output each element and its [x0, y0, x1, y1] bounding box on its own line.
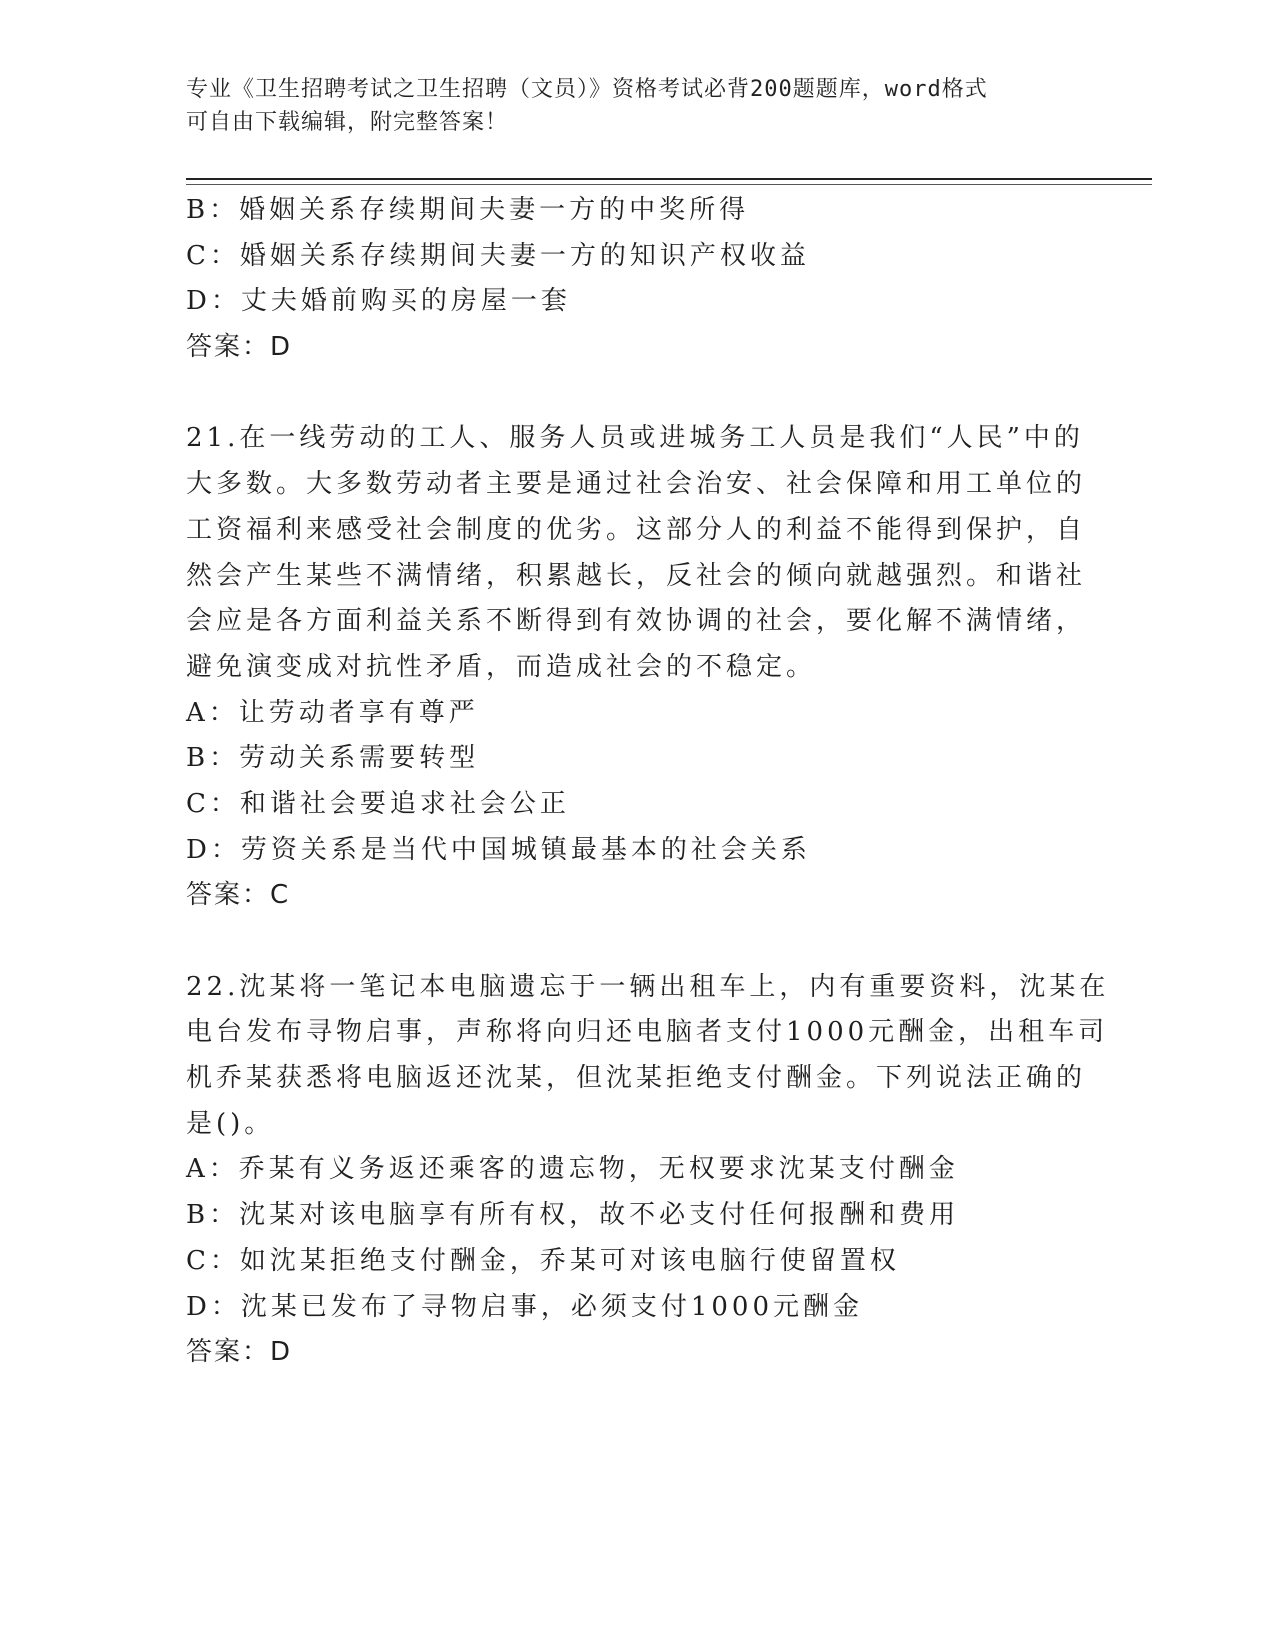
q21-option-a: A：让劳动者享有尊严 — [186, 697, 479, 728]
q22-option-d: D：沈某已发布了寻物启事，必须支付1000元酬金 — [186, 1291, 864, 1322]
question-21-block — [186, 416, 1087, 919]
q21-option-c: C：和谐社会要追求社会公正 — [186, 788, 570, 819]
q21-option-b: B：劳动关系需要转型 — [186, 743, 480, 774]
q20-option-b: B：婚姻关系存续期间夫妻一方的中奖所得 — [186, 195, 750, 225]
q22-stem-line: 22.沈某将一笔记本电脑遗忘于一辆出租车上，内有重要资料，沈某在 — [186, 971, 1110, 1002]
q20-option-c: C：婚姻关系存续期间夫妻一方的知识产权收益 — [186, 240, 810, 271]
document-header — [186, 73, 1086, 139]
q21-stem-line: 避免演变成对抗性矛盾，而造成社会的不稳定。 — [186, 651, 817, 682]
q21-answer: 答案：C — [186, 880, 291, 911]
q21-stem-line: 大多数。大多数劳动者主要是通过社会治安、社会保障和用工单位的 — [186, 469, 1087, 500]
q21-stem-line: 工资福利来感受社会制度的优劣。这部分人的利益不能得到保护，自 — [186, 514, 1087, 545]
q22-answer: 答案：D — [186, 1337, 293, 1368]
q21-stem-line: 然会产生某些不满情绪，积累越长，反社会的倾向就越强烈。和谐社 — [186, 560, 1087, 591]
header-divider-thick — [186, 178, 1152, 180]
header-divider-thin — [186, 184, 1152, 185]
q20-answer: 答案：D — [186, 332, 293, 363]
spacer — [186, 919, 1076, 965]
q22-stem-line: 电台发布寻物启事，声称将向归还电脑者支付1000元酬金，出租车司 — [186, 1017, 1109, 1048]
q21-stem-line: 会应是各方面利益关系不断得到有效协调的社会，要化解不满情绪， — [186, 606, 1087, 637]
q22-option-b: B：沈某对该电脑享有所有权，故不必支付任何报酬和费用 — [186, 1200, 960, 1231]
question-20-block — [186, 188, 1076, 371]
q20-option-d: D：丈夫婚前购买的房屋一套 — [186, 286, 571, 317]
q22-stem-line: 是()。 — [186, 1108, 275, 1139]
q22-stem-line: 机乔某获悉将电脑返还沈某，但沈某拒绝支付酬金。下列说法正确的 — [186, 1063, 1087, 1094]
document-body — [186, 188, 1110, 1376]
q21-stem-line: 21.在一线劳动的工人、服务人员或进城务工人员是我们“人民”中的 — [186, 423, 1084, 454]
question-22-block — [186, 965, 1110, 1376]
q22-option-c: C：如沈某拒绝支付酬金，乔某可对该电脑行使留置权 — [186, 1245, 900, 1276]
spacer — [186, 371, 1076, 417]
header-title-line-2: 可自由下载编辑，附完整答案！ — [186, 110, 509, 135]
header-title-line-1: 专业《卫生招聘考试之卫生招聘（文员）》资格考试必背200题题库，word格式 — [186, 77, 988, 102]
q21-option-d: D：劳资关系是当代中国城镇最基本的社会关系 — [186, 834, 811, 865]
q22-option-a: A：乔某有义务返还乘客的遗忘物，无权要求沈某支付酬金 — [186, 1154, 959, 1185]
